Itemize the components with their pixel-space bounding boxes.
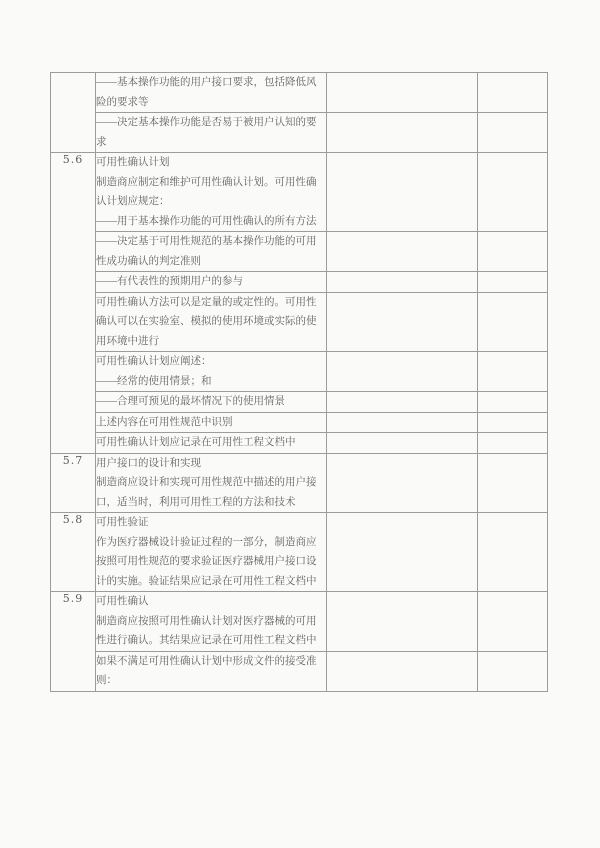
evaluation-cell: [327, 453, 478, 513]
table-row: [51, 153, 548, 232]
remark-cell: [478, 73, 548, 113]
requirement-paragraph: 作为医疗器械设计验证过程的一部分，制造商应按照可用性规范的要求验证医疗器械用户接口设计的实施。验证结果应记录在可用性工程文档中: [96, 536, 317, 587]
section-number-cell: 5.8: [51, 513, 96, 592]
requirement-paragraph: 可用性确认: [96, 596, 149, 607]
evaluation-cell: [327, 292, 478, 352]
remark-cell: [478, 651, 548, 691]
evaluation-cell: [327, 513, 478, 592]
requirement-paragraph: 可用性确认计划应阐述：: [96, 356, 212, 367]
remark-cell: [478, 292, 548, 352]
requirement-paragraph: 制造商应设计和实现可用性规范中描述的用户接口，适当时，利用可用性工程的方法和技术: [96, 477, 317, 508]
remark-cell: [478, 513, 548, 592]
table-row: [51, 232, 548, 272]
section-number-cell: 5.7: [51, 453, 96, 513]
requirement-text-cell: [96, 272, 327, 293]
requirement-paragraph: 制造商应制定和维护可用性确认计划。可用性确认计划应规定：: [96, 176, 317, 207]
requirement-text-cell: [96, 592, 327, 652]
remark-cell: [478, 433, 548, 454]
requirement-paragraph: ——决定基本操作功能是否易于被用户认知的要求: [96, 117, 317, 148]
requirement-paragraph: 如果不满足可用性确认计划中形成文件的接受准则：: [96, 655, 317, 686]
table-row: [51, 292, 548, 352]
requirement-text-cell: [96, 433, 327, 454]
evaluation-cell: [327, 392, 478, 413]
requirement-paragraph: ——有代表性的预期用户的参与: [96, 276, 243, 287]
requirement-paragraph: 可用性确认计划: [96, 157, 170, 168]
requirement-paragraph: 用户接口的设计和实现: [96, 457, 201, 469]
evaluation-cell: [327, 153, 478, 232]
requirement-paragraph: ——决定基于可用性规范的基本操作功能的可用性成功确认的判定准则: [96, 236, 317, 267]
table-row: [51, 592, 548, 652]
requirement-text-cell: [96, 392, 327, 413]
table-row: [51, 453, 548, 513]
evaluation-cell: [327, 113, 478, 153]
requirement-text-cell: [96, 412, 327, 433]
requirement-text-cell: [96, 232, 327, 272]
remark-cell: [478, 412, 548, 433]
requirement-paragraph: ——合理可预见的最坏情况下的使用情景: [96, 396, 285, 407]
remark-cell: [478, 272, 548, 293]
requirement-text-cell: [96, 73, 327, 113]
requirement-text-cell: [96, 513, 327, 592]
evaluation-cell: [327, 433, 478, 454]
requirement-text-cell: [96, 453, 327, 513]
evaluation-cell: [327, 232, 478, 272]
remark-cell: [478, 592, 548, 652]
table-row: [51, 392, 548, 413]
requirement-text-cell: [96, 153, 327, 232]
table-row: [51, 412, 548, 433]
section-number-cell: [51, 73, 96, 153]
evaluation-cell: [327, 73, 478, 113]
checklist-table: [50, 72, 548, 692]
table-row: [51, 73, 548, 113]
requirement-paragraph: 可用性确认方法可以是定量的或定性的。可用性确认可以在实验室、模拟的使用环境或实际的使用环境中进行: [96, 296, 317, 347]
requirement-paragraph: 上述内容在可用性规范中识别: [96, 416, 233, 428]
section-number-cell: 5.6: [51, 153, 96, 454]
table-row: [51, 352, 548, 392]
requirement-text-cell: [96, 292, 327, 352]
evaluation-cell: [327, 592, 478, 652]
table-row: [51, 113, 548, 153]
remark-cell: [478, 232, 548, 272]
evaluation-cell: [327, 412, 478, 433]
remark-cell: [478, 392, 548, 413]
remark-cell: [478, 352, 548, 392]
section-number-cell: 5.9: [51, 592, 96, 692]
requirement-paragraph: ——基本操作功能的用户接口要求，包括降低风险的要求等: [96, 77, 317, 108]
remark-cell: [478, 453, 548, 513]
requirement-paragraph: 可用性验证: [96, 517, 149, 528]
evaluation-cell: [327, 272, 478, 293]
table-row: [51, 651, 548, 691]
evaluation-cell: [327, 352, 478, 392]
requirement-paragraph: ——经常的使用情景；和: [96, 375, 212, 387]
table-row: [51, 433, 548, 454]
checklist-table-body: [51, 73, 548, 692]
remark-cell: [478, 113, 548, 153]
evaluation-cell: [327, 651, 478, 691]
requirement-text-cell: [96, 113, 327, 153]
table-row: [51, 272, 548, 293]
requirement-text-cell: [96, 352, 327, 392]
requirement-paragraph: ——用于基本操作功能的可用性确认的所有方法: [96, 215, 317, 227]
requirement-paragraph: 可用性确认计划应记录在可用性工程文档中: [96, 437, 296, 448]
requirement-paragraph: 制造商应按照可用性确认计划对医疗器械的可用性进行确认。其结果应记录在可用性工程文档中: [96, 615, 317, 646]
table-row: [51, 513, 548, 592]
requirement-text-cell: [96, 651, 327, 691]
remark-cell: [478, 153, 548, 232]
